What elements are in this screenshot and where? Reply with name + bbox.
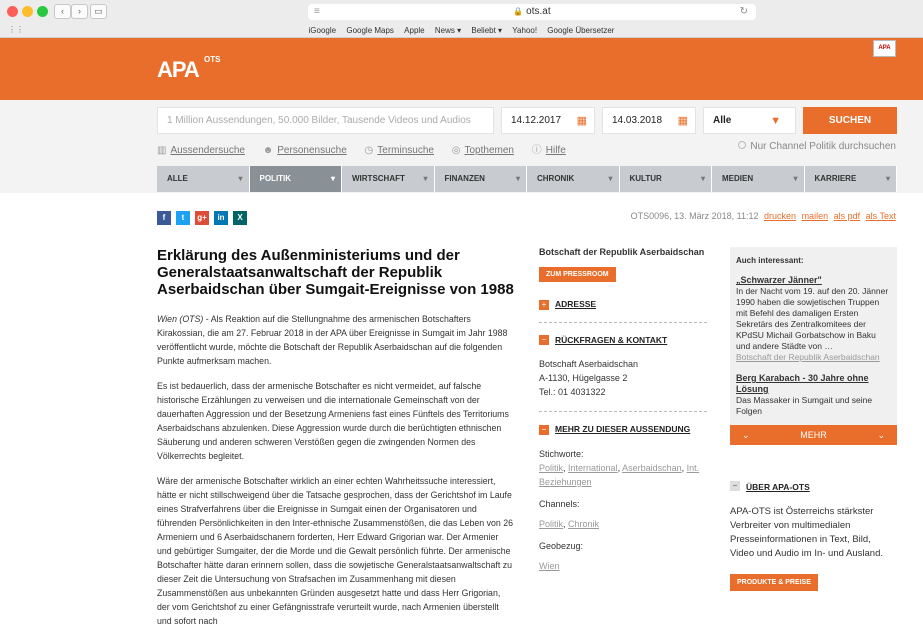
channel-filter-label: Nur Channel Politik durchsuchen (750, 141, 896, 152)
aside (730, 247, 897, 591)
article-paragraph: Wäre der armenische Botschafter wirklich an einer echten Wahrheitssuche interessiert, hätte er nicht stillschweigend über die Tatsache gesprochen, dass der Gerichtshof im Laufe eines Strafverfahrens über die Ereignisse in Sumgait einen der Organisatoren und führenden Persönlichkeiten in den Inter-ethnische Zusammenstößen, die das Leben von 26 Armeniern und 6 Aserbaidschanern forderten, Herr Edward Grigorian war. Der Armenier und gebürtiger Sumgaiter, der die Morde und die Gewalt persönlich führte. Der armenische Botschafter hätte daran erinnern sollen, dass die sowjetische Generalstaatsanwaltschaft zu dieser Zeit die Untersuchung von Strafsachen im Zusammenhang mit diesen Zusammenstößen aus unbekannten Gründen ausgesetzt hatte und dass Herr Grigorian, der vom Gerichtshof zu einer Gefängnisstrafe verurteilt wurde, nach Armenien überstellt und sofort nach (157, 476, 514, 626)
related-title[interactable]: Berg Karabach - 30 Jahre ohne Lösung (736, 373, 869, 394)
contact-line: Tel.: 01 4031322 (539, 387, 606, 398)
more-button[interactable] (730, 425, 897, 445)
tab-chronik[interactable]: CHRONIK ▾ (527, 166, 620, 192)
checkbox-icon[interactable] (738, 141, 746, 149)
google-plus-icon[interactable]: g+ (195, 211, 209, 225)
tag-link[interactable]: International (568, 462, 618, 473)
more-label: MEHR (800, 430, 827, 440)
chevron-down-icon: ⌄ (742, 430, 750, 440)
search-input[interactable]: 1 Million Aussendungen, 50.000 Bilder, Tausende Videos und Audios (157, 107, 494, 134)
logo-sup: OTS (204, 55, 221, 64)
apa-ots-logo[interactable] (157, 55, 221, 83)
geo-label: Geobezug: (539, 540, 584, 551)
link-aussendersuche[interactable]: Aussendersuche (170, 145, 245, 156)
channels-label: Channels: (539, 498, 580, 509)
tab-wirtschaft[interactable]: WIRTSCHAFT ▾ (342, 166, 435, 192)
article-title: Erklärung des Außenministeriums und der Generalstaatsanwaltschaft der Republik Aserbaidschan über Sumgait-Ereignisse von 1988 (157, 247, 514, 298)
contact-line: Botschaft Aserbaidschan (539, 359, 639, 370)
related-heading: Auch interessant: (736, 256, 804, 265)
article-paragraph: Es ist bedauerlich, dass der armenische Botschafter es nicht vermeidet, auf falsche historische Erzählungen zu verweisen und die internationale Gemeinschaft von der dauerhaften Aggression und der Besetzung Armeniens fast eines Fünftels des Territoriums Aserbaidschans abzulenken. Diese Aggression wurde durch die berüchtigten ethnischen Säuberung und anderen schweren Verstößen gegen die zwingenden Normen des Völkerrechts begleitet. (157, 381, 509, 461)
bookmark-item[interactable]: iGoogle (308, 26, 337, 35)
tab-alle[interactable]: ALLE ▾ (157, 166, 250, 192)
plus-icon[interactable]: + (539, 300, 549, 310)
related-text: Das Massaker in Sumgait und seine Folgen (736, 395, 873, 416)
mehr-aussendung-toggle[interactable]: MEHR ZU DIESER AUSSENDUNG (555, 424, 691, 435)
linkedin-icon[interactable]: in (214, 211, 228, 225)
filter-value: Alle (713, 115, 732, 126)
channel-filter[interactable] (738, 141, 896, 152)
tab-politik[interactable]: POLITIK ▾ (250, 166, 343, 192)
article-paragraph (157, 312, 515, 368)
tab-karriere[interactable]: KARRIERE ▾ (805, 166, 898, 192)
sender-panel: Botschaft der Republik Aserbaidschan ZUM PRESSROOM + ADRESSE − RÜCKFRAGEN & KONTAKT Botschaft Aserbaidschan A-1130, Hügelgasse 2 Tel.: 01 4031322 − MEHR ZU DIESER AUSSENDUNG Stichworte: Politik, International, Aserbaidschan, Int. Beziehungen Channels: Politik, Chronik Geobezug: Wien (539, 247, 707, 573)
date-to-value: 14.03.2018 (612, 115, 663, 126)
divider (539, 322, 707, 323)
xing-icon[interactable]: X (233, 211, 247, 225)
rueckfragen-toggle[interactable]: RÜCKFRAGEN & KONTAKT (555, 334, 668, 345)
text-link[interactable]: als Text (865, 211, 896, 221)
adresse-toggle[interactable]: ADRESSE (555, 299, 597, 309)
link-topthemen[interactable]: Topthemen (464, 145, 514, 156)
clock-icon: ◷ (364, 145, 374, 156)
about-toggle[interactable]: ÜBER APA-OTS (746, 482, 810, 492)
twitter-icon[interactable]: t (176, 211, 190, 225)
link-hilfe[interactable]: Hilfe (545, 145, 566, 156)
minus-icon[interactable]: − (539, 425, 549, 435)
prices-button[interactable]: PRODUKTE & PREISE (730, 574, 818, 591)
minus-icon[interactable]: − (539, 335, 549, 345)
bookmarks-bar (0, 23, 923, 38)
calendar-icon[interactable]: ▦ (677, 115, 688, 127)
ots-id: OTS0096, 13. März 2018, 11:12 (630, 211, 759, 221)
related-title[interactable]: „Schwarzer Jänner" (736, 275, 822, 285)
link-terminsuche[interactable]: Terminsuche (377, 145, 434, 156)
reload-icon[interactable]: ↻ (739, 6, 748, 17)
date-to-field[interactable] (602, 107, 696, 134)
chevron-down-icon: ▼ (770, 115, 781, 127)
minus-icon[interactable]: − (730, 481, 740, 491)
date-from-value: 14.12.2017 (511, 115, 562, 126)
filter-select[interactable] (703, 107, 796, 134)
menu-icon: ≡ (314, 6, 320, 17)
compass-icon: ◎ (451, 145, 461, 156)
apa-badge[interactable]: APA (873, 40, 896, 57)
bookmark-item[interactable]: Google Übersetzer (547, 26, 615, 35)
bookmark-item[interactable]: Beliebt ▾ (471, 26, 503, 35)
article (157, 247, 515, 639)
site-header (0, 38, 923, 100)
divider (539, 411, 707, 412)
dateline: Wien (OTS) (157, 314, 204, 324)
lock-icon: 🔒 (513, 7, 524, 16)
mail-link[interactable]: mailen (801, 211, 829, 221)
channel-link[interactable]: Chronik (568, 518, 600, 529)
print-link[interactable]: drucken (764, 211, 797, 221)
channel-link[interactable]: Politik (539, 518, 564, 529)
bookmark-item[interactable]: Google Maps (346, 26, 394, 35)
close-window-button[interactable] (7, 6, 18, 17)
about-text: APA-OTS ist Österreichs stärkster Verbreiter von multimedialen Presseinformationen in Text, Bild, Video und Audio im In- und Ausland. (730, 506, 883, 559)
bookmark-item[interactable]: Apple (404, 26, 425, 35)
tab-finanzen[interactable]: FINANZEN ▾ (435, 166, 528, 192)
search-area (0, 100, 923, 193)
search-links (157, 141, 581, 156)
article-meta (631, 211, 896, 221)
tag-link[interactable]: Politik (539, 462, 564, 473)
sender-name[interactable]: Botschaft der Republik Aserbaidschan (539, 247, 705, 257)
bookmark-item[interactable]: News ▾ (434, 26, 462, 35)
building-icon: ▥ (157, 145, 167, 156)
apps-grid-icon[interactable]: ⋮⋮ (8, 25, 24, 34)
facebook-icon[interactable]: f (157, 211, 171, 225)
zoom-window-button[interactable] (37, 6, 48, 17)
geo-link[interactable]: Wien (539, 560, 560, 571)
pdf-link[interactable]: als pdf (833, 211, 861, 221)
url-text: ots.at (526, 6, 551, 17)
calendar-icon[interactable]: ▦ (576, 115, 587, 127)
browser-chrome (0, 0, 923, 38)
search-button[interactable]: SUCHEN (803, 107, 897, 134)
stichworte-label: Stichworte: (539, 448, 584, 459)
related-source[interactable]: Botschaft der Republik Aserbaidschan (736, 352, 880, 362)
related-text: In der Nacht vom 19. auf den 20. Jänner 1990 haben die sowjetischen Truppen mit Befehl des damaligen Ersten Sekretärs des Zentralkomitees der KPdSU Michail Gorbatschow in Baku und andere Städte von … (736, 286, 889, 351)
tab-kultur[interactable]: KULTUR ▾ (620, 166, 713, 192)
forward-button[interactable]: › (71, 4, 88, 19)
tag-link[interactable]: Int. Beziehungen (539, 462, 700, 487)
contact-line: A-1130, Hügelgasse 2 (539, 373, 628, 384)
person-icon: ☻ (262, 145, 274, 156)
logo-text: APA (157, 57, 199, 82)
bookmark-item[interactable]: Yahoo! (512, 26, 538, 35)
tab-medien[interactable]: MEDIEN ▾ (712, 166, 805, 192)
link-personensuche[interactable]: Personensuche (277, 145, 347, 156)
sidebar-icon[interactable]: ▭ (90, 4, 107, 19)
date-from-field[interactable] (501, 107, 595, 134)
chevron-down-icon: ⌄ (877, 430, 885, 440)
category-nav (157, 166, 897, 192)
paragraph-text: - Als Reaktion auf die Stellungnahme des armenischen Botschafters Kirakossian, die am 27. Februar 2018 in der APA über Ereignisse in Sumgait im Jahr 1988 veröffentlicht wurde, möchte die Botschaft der Republik Aserbaidschan auf die folgenden Punkte aufmerksam machen. (157, 314, 508, 366)
tag-link[interactable]: Aserbaidschan (622, 462, 682, 473)
share-bar (157, 211, 247, 225)
back-button[interactable]: ‹ (54, 4, 71, 19)
related-box (730, 247, 897, 425)
pressroom-button[interactable]: ZUM PRESSROOM (539, 267, 616, 282)
address-bar[interactable] (308, 4, 756, 20)
minimize-window-button[interactable] (22, 6, 33, 17)
info-icon: ⓘ (531, 145, 542, 156)
